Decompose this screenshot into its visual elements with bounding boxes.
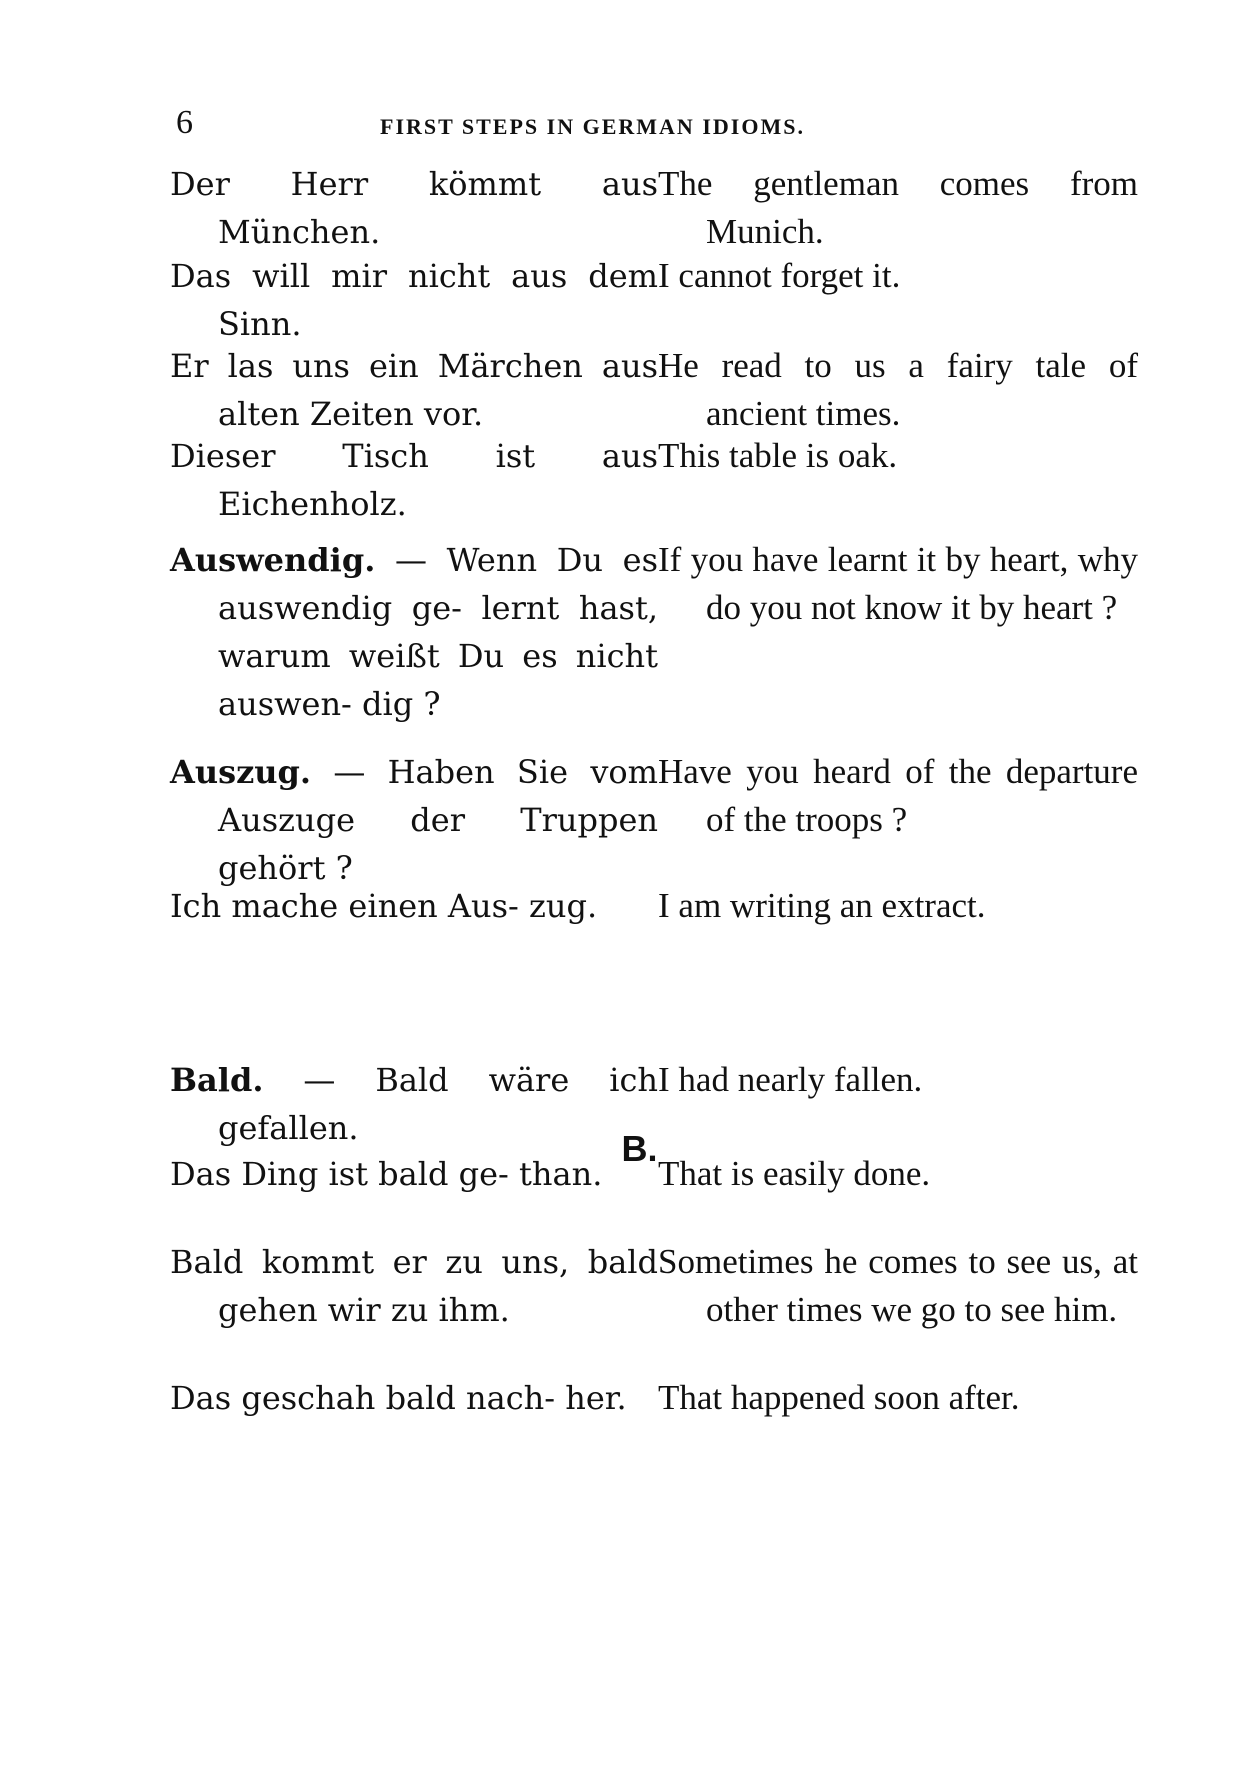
- page-number: 6: [176, 104, 193, 141]
- german-phrase: Das will mir nicht aus dem Sinn.: [170, 257, 658, 343]
- english-translation: If you have learnt it by heart, why do you not know it by heart ?: [658, 540, 1138, 627]
- english-translation: The gentleman comes from Munich.: [658, 164, 1138, 251]
- german-phrase: Er las uns ein Märchen aus alten Zeiten vor.: [170, 347, 658, 433]
- german-phrase: Ich mache einen Aus- zug.: [170, 887, 598, 925]
- german-phrase: [170, 748, 658, 892]
- english-translation: Have you heard of the departure of the troops ?: [658, 752, 1138, 839]
- page-header: [176, 104, 1086, 148]
- english-translation: I had nearly fallen.: [658, 1060, 923, 1099]
- german-phrase: Der Herr kömmt aus München.: [170, 165, 658, 251]
- head-word: Auszug.: [170, 753, 312, 791]
- english-translation: This table is oak.: [658, 436, 898, 475]
- english-translation: I am writing an extract.: [658, 886, 986, 925]
- german-phrase: Das Ding ist bald ge- than.: [170, 1155, 603, 1193]
- german-phrase-text: — Haben Sie vom Auszuge der Truppen gehört ?: [218, 753, 658, 887]
- english-translation: That happened soon after.: [658, 1378, 1020, 1417]
- german-phrase: Dieser Tisch ist aus Eichenholz.: [170, 437, 658, 523]
- german-phrase-text: — Bald wäre ich gefallen.: [218, 1061, 658, 1147]
- running-head: FIRST STEPS IN GERMAN IDIOMS.: [380, 114, 805, 139]
- english-translation: He read to us a fairy tale of ancient times.: [658, 346, 1138, 433]
- german-phrase: Bald kommt er zu uns, bald gehen wir zu ihm.: [170, 1243, 658, 1329]
- english-translation: That is easily done.: [658, 1154, 931, 1193]
- head-word: Bald.: [170, 1061, 264, 1099]
- german-phrase: Das geschah bald nach- her.: [170, 1379, 627, 1417]
- english-translation: I cannot forget it.: [658, 256, 901, 295]
- section-heading: B.: [621, 1128, 658, 1169]
- german-phrase-text: — Wenn Du es auswendig ge- lernt hast, warum weißt Du es nicht auswen- dig ?: [218, 541, 658, 723]
- german-phrase: [170, 536, 658, 728]
- head-word: Auswendig.: [170, 541, 376, 579]
- english-translation: Sometimes he comes to see us, at other times we go to see him.: [658, 1242, 1138, 1329]
- german-phrase: [170, 1056, 658, 1152]
